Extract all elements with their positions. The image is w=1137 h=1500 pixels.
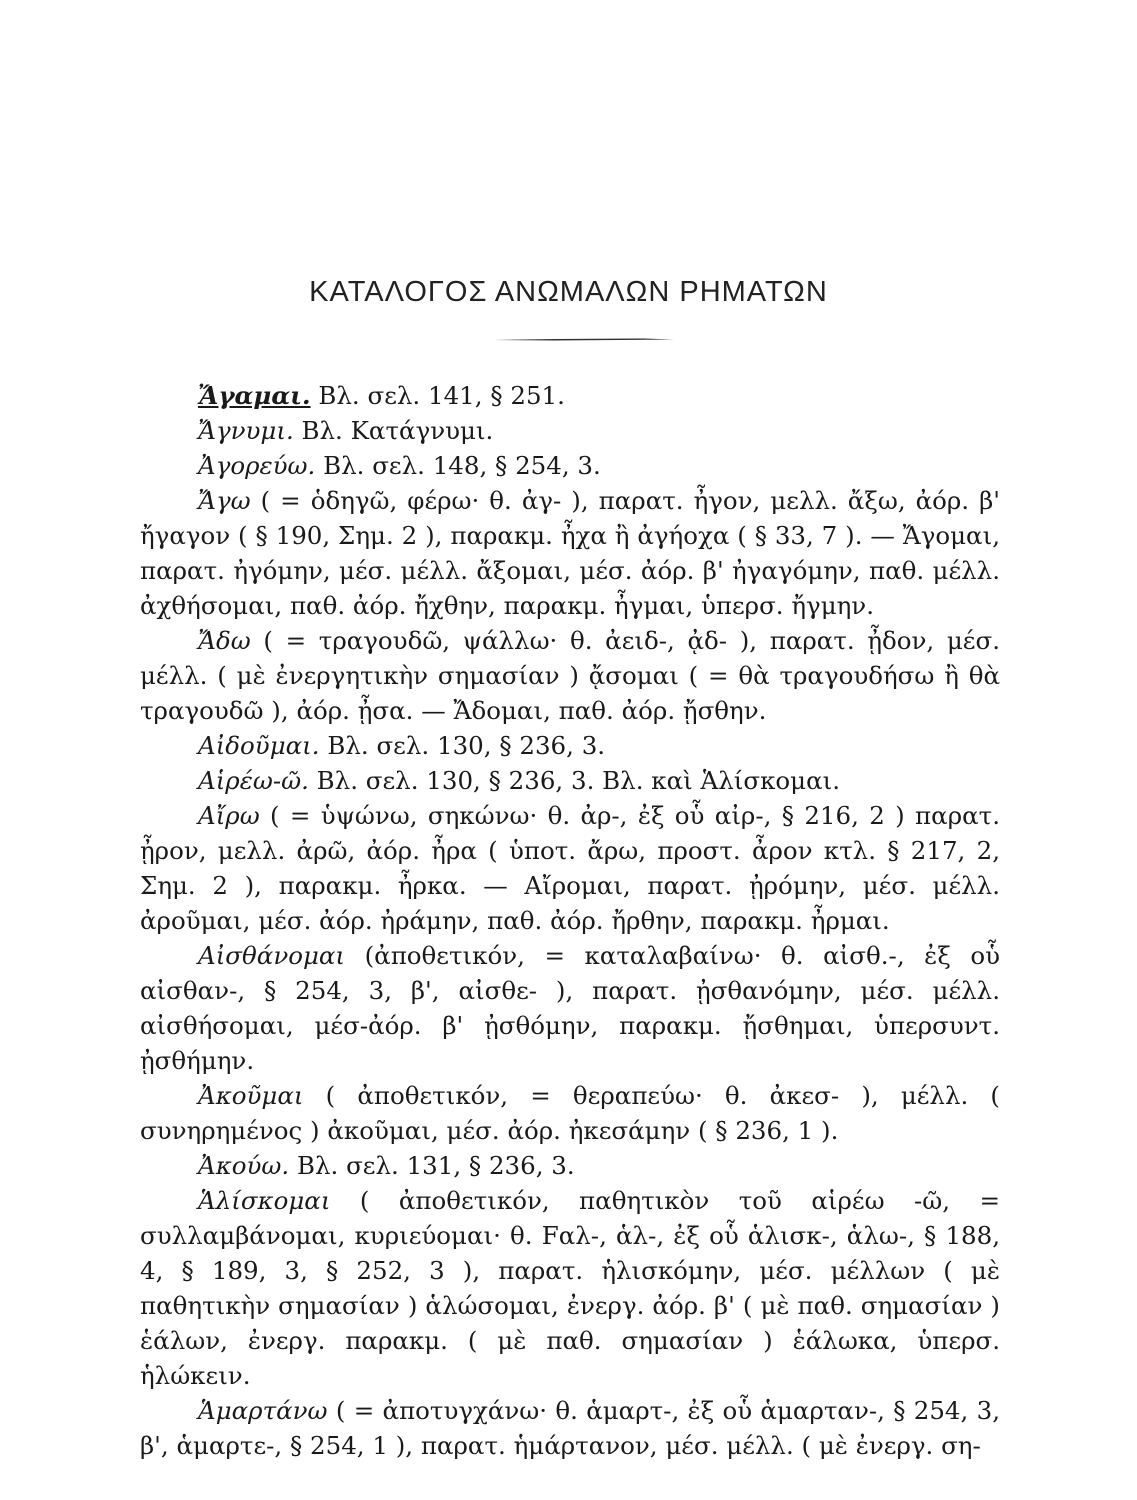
entry-text: (ἀποθετικόν, = καταλαβαίνω· θ. αἰσθ.-, ἐξ οὗ αἰσθαν-, § 254, 3, β', αἰσθε- ), παρατ. ᾐσθανόμην, μέσ. μέλλ. αἰσθήσομαι, μέσ-ἀόρ. β' ᾐσθόμην, παρακμ. ᾔσθημαι, ὑπερσυντ. ᾐσθήμην.	[140, 941, 1000, 1075]
entry-text: Βλ. Κατάγνυμι.	[293, 416, 494, 445]
list-item	[140, 938, 1000, 1078]
entry-lemma: Ἀκούω.	[198, 1151, 290, 1180]
entry-lemma: Ἁλίσκομαι	[198, 1186, 331, 1215]
entry-text: ( = ὑψώνω, σηκώνω· θ. ἀρ-, ἐξ οὗ αἰρ-, § 216, 2 ) παρατ. ᾖρον, μελλ. ἀρῶ, ἀόρ. ἦρα ( ὑποτ. ἄρω, προστ. ἆρον κτλ. § 217, 2, Σημ. 2 ), παρακμ. ἦρκα. — Αἴρομαι, παρατ. ᾐρόμην, μέσ. μέλλ. ἀροῦμαι, μέσ. ἀόρ. ἠράμην, παθ. ἀόρ. ἤρθην, παρακμ. ἦρμαι.	[140, 801, 1000, 935]
entry-text: ( ἀποθετικόν, = θεραπεύω· θ. ἀκεσ- ), μέλλ. ( συνηρημένος ) ἀκοῦμαι, μέσ. ἀόρ. ἠκεσάμην ( § 236, 1 ).	[140, 1081, 1000, 1145]
list-item	[140, 763, 1000, 798]
list-item	[140, 1393, 1000, 1463]
entry-text: ( ἀποθετικόν, παθητικὸν τοῦ αἱρέω -ῶ, = συλλαμβάνομαι, κυριεύομαι· θ. Fαλ-, ἁλ-, ἐξ οὗ ἁλισκ-, ἁλω-, § 188, 4, § 189, 3, § 252, 3 ), παρατ. ἡλισκόμην, μέσ. μέλλων ( μὲ παθητικὴν σημασίαν ) ἁλώσομαι, ἐνεργ. ἀόρ. β' ( μὲ παθ. σημασίαν ) ἑάλων, ἐνεργ. παρακμ. ( μὲ παθ. σημασίαν ) ἑάλωκα, ὑπερσ. ἡλώκειν.	[140, 1186, 1000, 1390]
verb-list	[140, 378, 1000, 1463]
entry-lemma: Ἄγνυμι.	[198, 416, 294, 445]
entry-text: Βλ. σελ. 131, § 236, 3.	[289, 1151, 575, 1180]
list-item	[140, 378, 1000, 413]
list-item	[140, 728, 1000, 763]
list-item	[140, 1078, 1000, 1148]
entry-text: ( = ἀποτυγχάνω· θ. ἁμαρτ-, ἐξ οὗ ἁμαρταν-, § 254, 3, β', ἁμαρτε-, § 254, 1 ), παρατ. ἡμάρτανον, μέσ. μέλλ. ( μὲ ἐνεργ. ση-	[140, 1396, 1000, 1460]
entry-lemma: Ἀκοῦμαι	[198, 1081, 304, 1110]
entry-lemma: Αἴρω	[198, 801, 260, 830]
entry-text: Βλ. σελ. 148, § 254, 3.	[315, 451, 601, 480]
list-item	[140, 623, 1000, 728]
entry-lemma: Ἄγω	[198, 486, 251, 515]
list-item	[140, 483, 1000, 623]
title-ornament-rule	[494, 338, 674, 341]
entry-lemma: Ἀγορεύω.	[198, 451, 316, 480]
entry-lemma: Αἱρέω-ῶ.	[198, 766, 309, 795]
page-title: ΚΑΤΑΛΟΓΟΣ ΑΝΩΜΑΛΩΝ ΡΗΜΑΤΩΝ	[309, 276, 828, 308]
entry-lemma: Αἰσθάνομαι	[198, 941, 346, 970]
entry-lemma: Αἰδοῦμαι.	[198, 731, 320, 760]
entry-text: ( = τραγουδῶ, ψάλλω· θ. ἀειδ-, ᾀδ- ), παρατ. ᾖδον, μέσ. μέλλ. ( μὲ ἐνεργητικὴν σημασίαν ) ᾄσομαι ( = θὰ τραγουδήσω ἢ θὰ τραγουδῶ ), ἀόρ. ᾖσα. — Ἄδομαι, παθ. ἀόρ. ᾔσθην.	[140, 626, 1000, 725]
list-item	[140, 1148, 1000, 1183]
entry-text: Βλ. σελ. 130, § 236, 3.	[319, 731, 606, 760]
entry-text: Βλ. σελ. 130, § 236, 3. Βλ. καὶ Ἁλίσκομαι.	[308, 766, 841, 795]
list-item	[140, 413, 1000, 448]
list-item	[140, 1183, 1000, 1393]
entry-text: Βλ. σελ. 141, § 251.	[310, 381, 565, 410]
list-item	[140, 448, 1000, 483]
entry-lemma: Ἄγαμαι.	[198, 381, 311, 410]
entry-lemma: Ἄδω	[198, 626, 251, 655]
list-item	[140, 798, 1000, 938]
entry-lemma: Ἁμαρτάνω	[198, 1396, 328, 1425]
entry-text: ( = ὁδηγῶ, φέρω· θ. ἀγ- ), παρατ. ἦγον, μελλ. ἄξω, ἀόρ. β' ἤγαγον ( § 190, Σημ. 2 ), παρακμ. ἦχα ἢ ἀγήοχα ( § 33, 7 ). — Ἄγομαι, παρατ. ἠγόμην, μέσ. μέλλ. ἄξομαι, μέσ. ἀόρ. β' ἠγαγόμην, παθ. μέλλ. ἀχθήσομαι, παθ. ἀόρ. ἤχθην, παρακμ. ἦγμαι, ὑπερσ. ἤγμην.	[140, 486, 1000, 620]
